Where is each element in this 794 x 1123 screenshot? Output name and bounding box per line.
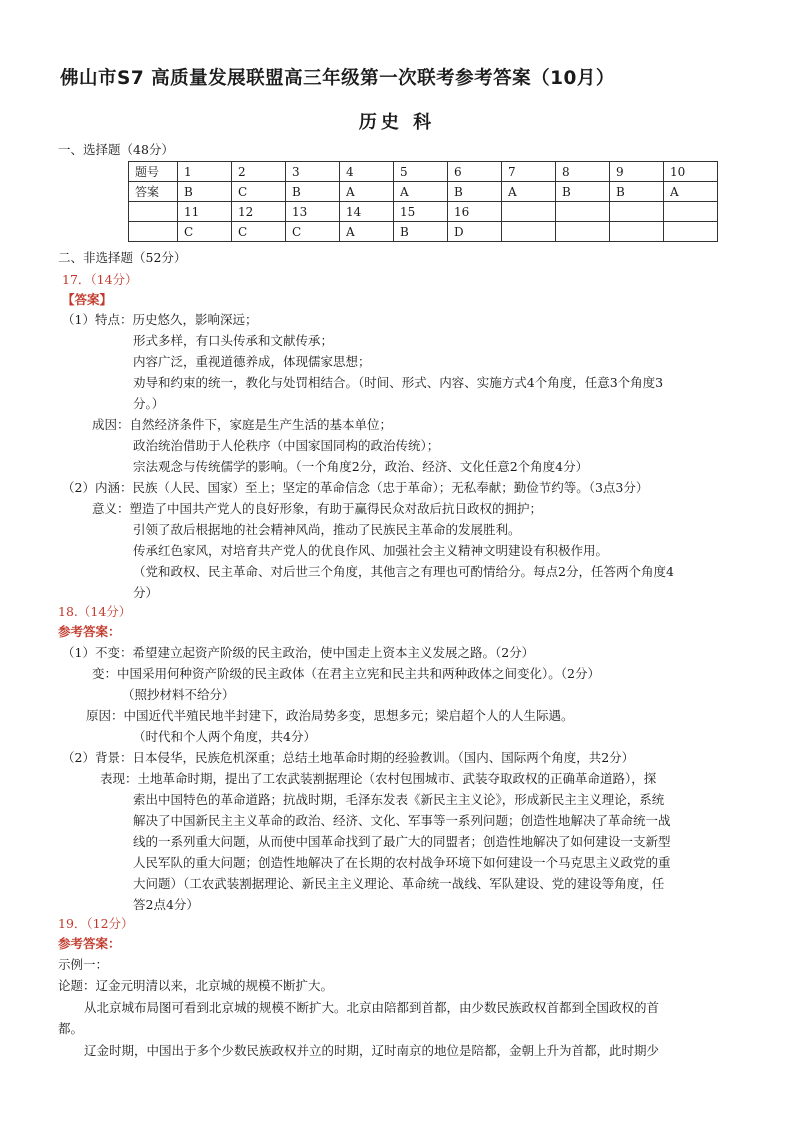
q18-line: 原因：中国近代半殖民地半封建下，政治局势多变，思想多元；梁启超个人的人生际遇。 xyxy=(86,708,574,723)
q18-line: 线的一系列重大问题，从而使中国革命找到了最广大的同盟者；创造性地解决了如何建设一支新型 xyxy=(133,834,671,849)
table-cell: 答案 xyxy=(129,182,178,202)
q17-line: 引领了敌后根据地的社会精神风尚，推动了民族民主革命的发展胜利。 xyxy=(133,522,521,537)
q17-answer-tag: 【答案】 xyxy=(62,292,113,307)
table-cell: B xyxy=(556,182,610,202)
q19-heading: 19．（12分） xyxy=(58,916,134,931)
q17-line: 形式多样，有口头传承和文献传承； xyxy=(133,333,334,348)
section2-title: 二、非选择题（52分） xyxy=(58,250,187,265)
q17-line: （党和政权、民主革命、对后世三个角度，其他言之有理也可酌情给分。每点2分，任答两个角度4 xyxy=(133,564,674,579)
table-cell: 题号 xyxy=(129,162,178,182)
q17-line: 意义：塑造了中国共产党人的良好形象，有助于赢得民众对敌后抗日政权的拥护； xyxy=(92,501,543,516)
subject-title: 历史 科 xyxy=(358,112,436,133)
table-cell: B xyxy=(286,182,340,202)
q19-line: 从北京城布局图可看到北京城的规模不断扩大。北京由陪都到首都，由少数民族政权首都到全国政权的首 xyxy=(84,1000,660,1015)
table-row xyxy=(129,222,718,242)
q17-line: 分） xyxy=(133,585,159,600)
q17-line: 分。） xyxy=(133,396,165,411)
table-cell: 5 xyxy=(394,162,448,182)
table-cell: B xyxy=(178,182,232,202)
q18-line: 表现：土地革命时期，提出了工农武装割据理论（农村包围城市、武装夺取政权的正确革命道路），探 xyxy=(100,771,657,786)
q17-line: 成因：自然经济条件下，家庭是生产生活的基本单位； xyxy=(92,417,393,432)
q18-answer-tag: 参考答案： xyxy=(58,624,121,639)
table-cell: A xyxy=(502,182,556,202)
q18-line: 索出中国特色的革命道路；抗战时期，毛泽东发表《新民主主义论》，形成新民主主义理论，系统 xyxy=(133,792,665,807)
q17-line: 内容广泛，重视道德养成，体现儒家思想； xyxy=(133,354,371,369)
q17-line: 政治统治借助于人伦秩序（中国家国同构的政治传统）； xyxy=(133,438,440,453)
table-cell: 4 xyxy=(340,162,394,182)
q19-line: 示例一： xyxy=(58,957,109,972)
table-cell xyxy=(664,202,718,222)
table-cell: B xyxy=(610,182,664,202)
q17-line: （1）特点：历史悠久，影响深远； xyxy=(62,312,258,327)
q18-line: （时代和个人两个角度，共4分） xyxy=(133,729,316,744)
table-cell: 10 xyxy=(664,162,718,182)
table-cell: 15 xyxy=(394,202,448,222)
table-cell: 6 xyxy=(448,162,502,182)
table-cell: 3 xyxy=(286,162,340,182)
q19-answer-tag: 参考答案： xyxy=(58,936,121,951)
table-cell xyxy=(610,222,664,242)
q17-line: （2）内涵：民族（人民、国家）至上；坚定的革命信念（忠于革命）；无私奉献；勤俭节约等。（3点3分） xyxy=(62,480,649,495)
table-cell: B xyxy=(394,222,448,242)
q19-line: 都。 xyxy=(58,1021,84,1036)
document-title: 佛山市S7 高质量发展联盟高三年级第一次联考参考答案（10月） xyxy=(60,68,615,89)
table-cell: A xyxy=(394,182,448,202)
table-cell: A xyxy=(664,182,718,202)
table-cell xyxy=(129,222,178,242)
q17-line: 宗法观念与传统儒学的影响。（一个角度2分，政治、经济、文化任意2个角度4分） xyxy=(133,459,589,474)
q18-line: 人民军队的重大问题；创造性地解决了在长期的农村战争环境下如何建设一个马克思主义政党的重 xyxy=(133,855,671,870)
q17-line: 传承红色家风，对培育共产党人的优良作风、加强社会主义精神文明建设有积极作用。 xyxy=(133,543,609,558)
table-cell xyxy=(664,222,718,242)
q17-line: 劝导和约束的统一，教化与处罚相结合。（时间、形式、内容、实施方式4个角度，任意3个角度3 xyxy=(133,375,664,390)
q17-heading: 17．（14分） xyxy=(62,272,138,287)
table-cell xyxy=(556,202,610,222)
section1-title: 一、选择题（48分） xyxy=(58,142,174,157)
table-cell: 7 xyxy=(502,162,556,182)
table-cell: 9 xyxy=(610,162,664,182)
table-cell: A xyxy=(340,182,394,202)
q19-line: 辽金时期，中国出于多个少数民族政权并立的时期，辽时南京的地位是陪都，金朝上升为首都，此时期少 xyxy=(84,1043,660,1058)
table-row xyxy=(129,162,718,182)
table-cell: 2 xyxy=(232,162,286,182)
table-cell: D xyxy=(448,222,502,242)
table-cell: C xyxy=(178,222,232,242)
table-cell xyxy=(129,202,178,222)
table-cell: 12 xyxy=(232,202,286,222)
q18-line: 大问题）（工农武装割据理论、新民主主义理论、革命统一战线、军队建设、党的建设等角度，任 xyxy=(133,876,665,891)
table-cell xyxy=(502,202,556,222)
q18-line: （2）背景：日本侵华，民族危机深重；总结土地革命时期的经验教训。（国内、国际两个角度，共2分） xyxy=(62,750,635,765)
table-cell: 11 xyxy=(178,202,232,222)
q18-line: （照抄材料不给分） xyxy=(122,687,235,702)
table-cell: C xyxy=(232,222,286,242)
q18-line: （1）不变：希望建立起资产阶级的民主政治，使中国走上资本主义发展之路。（2分） xyxy=(62,645,535,660)
table-cell: C xyxy=(286,222,340,242)
table-cell xyxy=(502,222,556,242)
table-row xyxy=(129,202,718,222)
table-cell: B xyxy=(448,182,502,202)
table-cell xyxy=(610,202,664,222)
table-cell xyxy=(556,222,610,242)
table-cell: 1 xyxy=(178,162,232,182)
answer-table xyxy=(128,161,718,242)
table-cell: 13 xyxy=(286,202,340,222)
table-cell: 8 xyxy=(556,162,610,182)
table-row xyxy=(129,182,718,202)
q18-line: 答2点4分） xyxy=(133,897,199,912)
table-cell: 14 xyxy=(340,202,394,222)
q18-line: 变：中国采用何种资产阶级的民主政体（在君主立宪和民主共和两种政体之间变化）。（2分） xyxy=(92,666,600,681)
table-cell: 16 xyxy=(448,202,502,222)
q18-heading: 18.（14分） xyxy=(58,604,132,619)
q19-line: 论题：辽金元明清以来，北京城的规模不断扩大。 xyxy=(58,978,334,993)
table-cell: A xyxy=(340,222,394,242)
table-cell: C xyxy=(232,182,286,202)
q18-line: 解决了中国新民主主义革命的政治、经济、文化、军事等一系列问题；创造性地解决了革命统一战 xyxy=(133,813,671,828)
